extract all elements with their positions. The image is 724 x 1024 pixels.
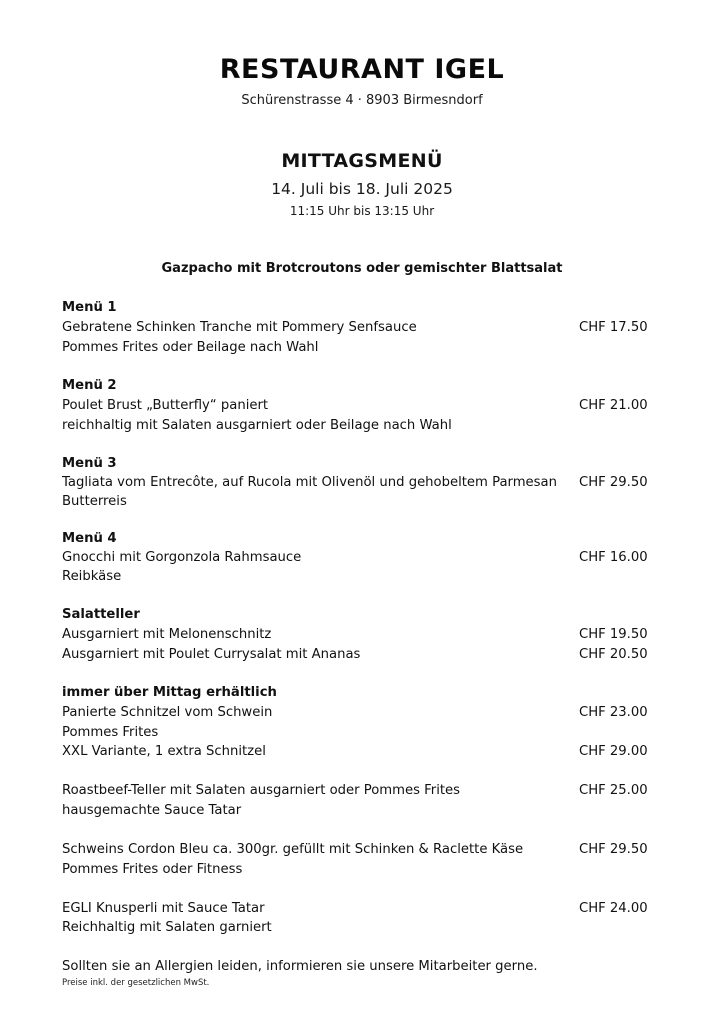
section-heading: Salatteller bbox=[62, 607, 140, 622]
restaurant-name: RESTAURANT IGEL bbox=[219, 54, 505, 85]
menu-item-line: reichhaltig mit Salaten ausgarniert oder Beilage nach Wahl bbox=[62, 418, 452, 433]
menu-title: MITTAGSMENÜ bbox=[281, 150, 443, 172]
menu-item-line: Gnocchi mit Gorgonzola Rahmsauce bbox=[62, 550, 302, 565]
menu-item-price: CHF 25.00 bbox=[579, 783, 648, 798]
menu-item-line: Ausgarniert mit Poulet Currysalat mit Ananas bbox=[62, 647, 361, 662]
menu-item-price: CHF 29.50 bbox=[579, 475, 648, 490]
section-heading: Menü 4 bbox=[62, 531, 117, 546]
restaurant-address: Schürenstrasse 4 · 8903 Birmesndorf bbox=[241, 93, 483, 108]
menu-item-line: Butterreis bbox=[62, 494, 127, 509]
section-heading: Menü 1 bbox=[62, 300, 117, 315]
menu-item-line: EGLI Knusperli mit Sauce Tatar bbox=[62, 901, 265, 916]
menu-item-line: Pommes Frites oder Fitness bbox=[62, 862, 243, 877]
menu-item-line: Tagliata vom Entrecôte, auf Rucola mit Olivenöl und gehobeltem Parmesan bbox=[62, 475, 557, 490]
menu-item-line: Gebratene Schinken Tranche mit Pommery Senfsauce bbox=[62, 320, 417, 335]
section-heading: immer über Mittag erhältlich bbox=[62, 685, 277, 700]
vat-note: Preise inkl. der gesetzlichen MwSt. bbox=[62, 978, 210, 988]
menu-item-price: CHF 24.00 bbox=[579, 901, 648, 916]
menu-item-line: Pommes Frites bbox=[62, 725, 159, 740]
menu-item-line: Ausgarniert mit Melonenschnitz bbox=[62, 627, 272, 642]
menu-item-price: CHF 23.00 bbox=[579, 705, 648, 720]
section-heading: Menü 3 bbox=[62, 456, 117, 471]
section-heading: Menü 2 bbox=[62, 378, 117, 393]
menu-item-price: CHF 20.50 bbox=[579, 647, 648, 662]
menu-item-price: CHF 19.50 bbox=[579, 627, 648, 642]
menu-item-line: Roastbeef-Teller mit Salaten ausgarniert oder Pommes Frites bbox=[62, 783, 461, 798]
service-hours: 11:15 Uhr bis 13:15 Uhr bbox=[289, 204, 435, 218]
allergy-note: Sollten sie an Allergien leiden, informieren sie unsere Mitarbeiter gerne. bbox=[62, 959, 538, 974]
menu-item-price: CHF 17.50 bbox=[579, 320, 648, 335]
starter-course: Gazpacho mit Brotcroutons oder gemischter Blattsalat bbox=[161, 261, 563, 276]
menu-item-price: CHF 16.00 bbox=[579, 550, 648, 565]
menu-item-line: Pommes Frites oder Beilage nach Wahl bbox=[62, 340, 319, 355]
menu-item-line: Panierte Schnitzel vom Schwein bbox=[62, 705, 273, 720]
menu-item-price: CHF 29.00 bbox=[579, 744, 648, 759]
menu-item-line: Schweins Cordon Bleu ca. 300gr. gefüllt mit Schinken & Raclette Käse bbox=[62, 842, 524, 857]
menu-item-price: CHF 29.50 bbox=[579, 842, 648, 857]
menu-item-line: XXL Variante, 1 extra Schnitzel bbox=[62, 744, 266, 759]
menu-item-line: Poulet Brust „Butterfly“ paniert bbox=[62, 398, 269, 413]
menu-item-line: Reibkäse bbox=[62, 569, 122, 584]
menu-item-price: CHF 21.00 bbox=[579, 398, 648, 413]
menu-item-line: Reichhaltig mit Salaten garniert bbox=[62, 920, 272, 935]
menu-item-line: hausgemachte Sauce Tatar bbox=[62, 803, 242, 818]
date-range: 14. Juli bis 18. Juli 2025 bbox=[271, 180, 453, 198]
